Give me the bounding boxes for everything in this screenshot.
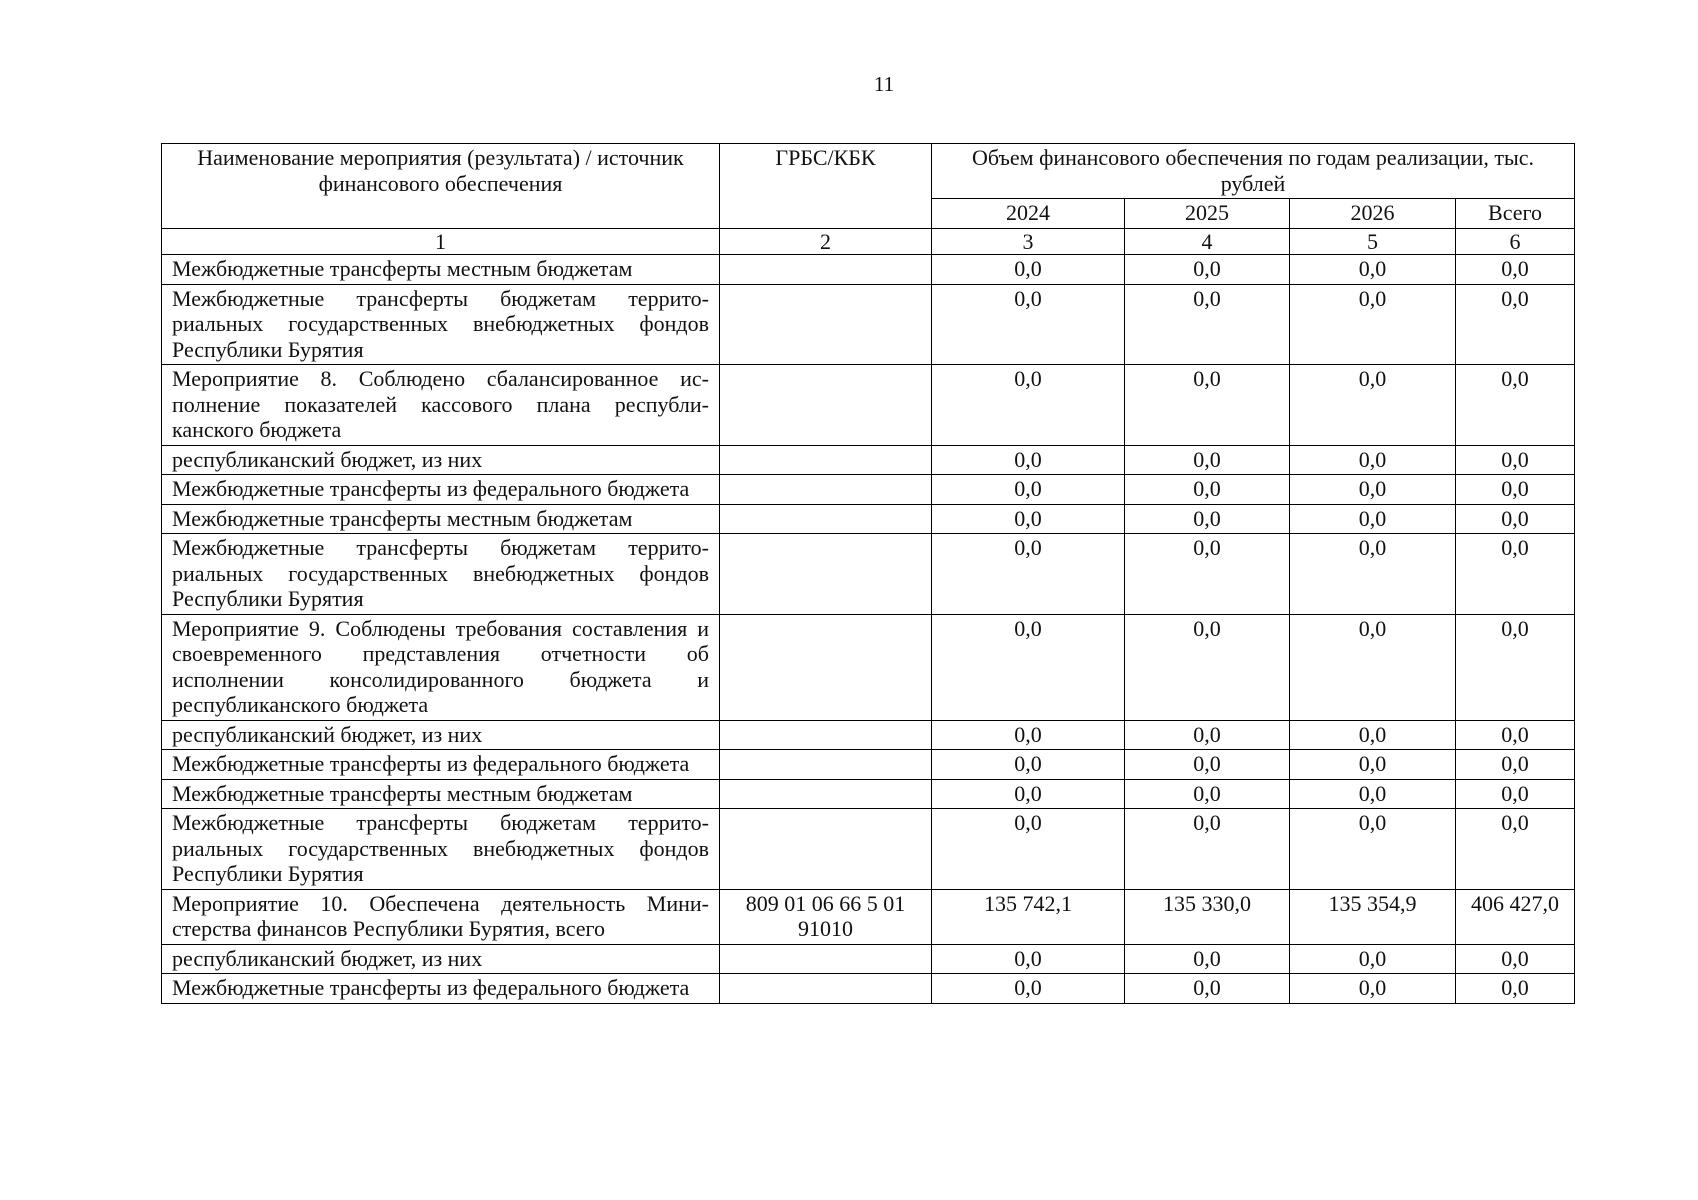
- row-value-2025: 0,0: [1125, 365, 1290, 446]
- row-value-2025: 0,0: [1125, 720, 1290, 750]
- row-value-2024: 0,0: [932, 809, 1125, 890]
- row-value-2024: 0,0: [932, 255, 1125, 285]
- row-value-total: 0,0: [1456, 614, 1575, 720]
- header-grbs: ГРБС/КБК: [720, 144, 932, 229]
- row-value-total: 0,0: [1456, 779, 1575, 809]
- financing-table: [161, 143, 1575, 1004]
- row-value-2024: 0,0: [932, 365, 1125, 446]
- row-value-total: 0,0: [1456, 720, 1575, 750]
- row-value-2025: 0,0: [1125, 750, 1290, 780]
- table-row: [162, 750, 1575, 780]
- row-code: [720, 504, 932, 534]
- table-row: [162, 504, 1575, 534]
- row-value-2025: 0,0: [1125, 974, 1290, 1004]
- row-code: [720, 475, 932, 505]
- table-row: [162, 534, 1575, 615]
- row-value-2026: 0,0: [1290, 614, 1456, 720]
- header-volume: Объем финансового обеспечения по годам реализации, тыс. рублей: [932, 144, 1575, 199]
- page-number: 11: [873, 72, 895, 96]
- row-value-2025: 135 330,0: [1125, 889, 1290, 944]
- row-code: [720, 614, 932, 720]
- row-code: [720, 974, 932, 1004]
- row-name: Межбюджетные трансферты бюджетам территориальных государственных внебюджетных фондов Республики Бурятия: [162, 809, 720, 890]
- row-value-2026: 0,0: [1290, 944, 1456, 974]
- row-value-total: 0,0: [1456, 809, 1575, 890]
- row-value-total: 0,0: [1456, 944, 1575, 974]
- table-row: [162, 365, 1575, 446]
- row-name: Межбюджетные трансферты бюджетам территориальных государственных внебюджетных фондов Республики Бурятия: [162, 284, 720, 365]
- row-value-2026: 0,0: [1290, 720, 1456, 750]
- row-value-2026: 0,0: [1290, 534, 1456, 615]
- row-name: Мероприятие 10. Обеспечена деятельность Министерства финансов Республики Бурятия, всего: [162, 889, 720, 944]
- row-value-total: 0,0: [1456, 750, 1575, 780]
- table-row: [162, 944, 1575, 974]
- column-number: 5: [1290, 228, 1456, 255]
- row-value-total: 0,0: [1456, 974, 1575, 1004]
- row-value-2024: 0,0: [932, 750, 1125, 780]
- row-value-2026: 0,0: [1290, 750, 1456, 780]
- row-value-2026: 0,0: [1290, 504, 1456, 534]
- row-code: [720, 534, 932, 615]
- row-name: республиканский бюджет, из них: [162, 720, 720, 750]
- row-value-2025: 0,0: [1125, 809, 1290, 890]
- row-value-total: 0,0: [1456, 284, 1575, 365]
- table-row: [162, 255, 1575, 285]
- row-name: республиканский бюджет, из них: [162, 944, 720, 974]
- column-numbers-row: [162, 228, 1575, 255]
- row-code: [720, 720, 932, 750]
- row-value-2025: 0,0: [1125, 534, 1290, 615]
- row-value-2026: 0,0: [1290, 365, 1456, 446]
- row-name: республиканский бюджет, из них: [162, 445, 720, 475]
- row-value-2025: 0,0: [1125, 255, 1290, 285]
- row-value-2026: 0,0: [1290, 445, 1456, 475]
- row-value-2026: 135 354,9: [1290, 889, 1456, 944]
- column-number: 3: [932, 228, 1125, 255]
- row-value-total: 0,0: [1456, 365, 1575, 446]
- row-value-2025: 0,0: [1125, 445, 1290, 475]
- table-row: [162, 974, 1575, 1004]
- row-value-2025: 0,0: [1125, 944, 1290, 974]
- row-value-2026: 0,0: [1290, 809, 1456, 890]
- row-value-total: 0,0: [1456, 255, 1575, 285]
- column-number: 6: [1456, 228, 1575, 255]
- table-row: [162, 475, 1575, 505]
- row-value-total: 0,0: [1456, 534, 1575, 615]
- row-value-2024: 0,0: [932, 445, 1125, 475]
- row-value-2026: 0,0: [1290, 284, 1456, 365]
- column-number: 4: [1125, 228, 1290, 255]
- row-code: [720, 445, 932, 475]
- table-row: [162, 889, 1575, 944]
- row-code: [720, 809, 932, 890]
- row-value-2025: 0,0: [1125, 779, 1290, 809]
- row-value-2026: 0,0: [1290, 779, 1456, 809]
- row-value-2025: 0,0: [1125, 475, 1290, 505]
- header-total: Всего: [1456, 199, 1575, 229]
- column-number: 2: [720, 228, 932, 255]
- row-name: Мероприятие 9. Соблюдены требования составления и своевременного представления отчетности об исполнении консолидированного бюджета и республиканского бюджета: [162, 614, 720, 720]
- row-code: [720, 944, 932, 974]
- header-name: Наименование мероприятия (результата) / источник финансового обеспечения: [162, 144, 720, 229]
- table-row: [162, 614, 1575, 720]
- row-value-2024: 0,0: [932, 284, 1125, 365]
- table-row: [162, 779, 1575, 809]
- row-value-2026: 0,0: [1290, 974, 1456, 1004]
- table-row: [162, 720, 1575, 750]
- row-value-2024: 0,0: [932, 614, 1125, 720]
- header-year-2026: 2026: [1290, 199, 1456, 229]
- row-value-2026: 0,0: [1290, 475, 1456, 505]
- row-value-total: 0,0: [1456, 504, 1575, 534]
- row-name: Межбюджетные трансферты местным бюджетам: [162, 504, 720, 534]
- row-name: Межбюджетные трансферты местным бюджетам: [162, 779, 720, 809]
- row-value-2025: 0,0: [1125, 614, 1290, 720]
- row-code: [720, 750, 932, 780]
- table-row: [162, 809, 1575, 890]
- row-name: Межбюджетные трансферты местным бюджетам: [162, 255, 720, 285]
- row-value-2024: 135 742,1: [932, 889, 1125, 944]
- row-name: Межбюджетные трансферты из федерального бюджета: [162, 974, 720, 1004]
- header-year-2024: 2024: [932, 199, 1125, 229]
- row-value-2024: 0,0: [932, 475, 1125, 505]
- row-value-2024: 0,0: [932, 504, 1125, 534]
- row-value-2024: 0,0: [932, 974, 1125, 1004]
- column-number: 1: [162, 228, 720, 255]
- row-value-2025: 0,0: [1125, 284, 1290, 365]
- row-value-2024: 0,0: [932, 779, 1125, 809]
- table-row: [162, 445, 1575, 475]
- table-row: [162, 284, 1575, 365]
- row-value-total: 406 427,0: [1456, 889, 1575, 944]
- row-code: [720, 779, 932, 809]
- table-header: [162, 144, 1575, 255]
- header-year-2025: 2025: [1125, 199, 1290, 229]
- row-code: [720, 365, 932, 446]
- row-name: Межбюджетные трансферты из федерального бюджета: [162, 750, 720, 780]
- row-code: [720, 284, 932, 365]
- row-value-2025: 0,0: [1125, 504, 1290, 534]
- row-value-total: 0,0: [1456, 445, 1575, 475]
- row-value-total: 0,0: [1456, 475, 1575, 505]
- row-value-2024: 0,0: [932, 720, 1125, 750]
- row-code: 809 01 06 66 5 01 91010: [720, 889, 932, 944]
- row-name: Межбюджетные трансферты из федерального бюджета: [162, 475, 720, 505]
- row-value-2026: 0,0: [1290, 255, 1456, 285]
- row-name: Межбюджетные трансферты бюджетам территориальных государственных внебюджетных фондов Республики Бурятия: [162, 534, 720, 615]
- row-code: [720, 255, 932, 285]
- row-value-2024: 0,0: [932, 534, 1125, 615]
- row-name: Мероприятие 8. Соблюдено сбалансированное исполнение показателей кассового плана республиканского бюджета: [162, 365, 720, 446]
- table-body: [162, 255, 1575, 1004]
- row-value-2024: 0,0: [932, 944, 1125, 974]
